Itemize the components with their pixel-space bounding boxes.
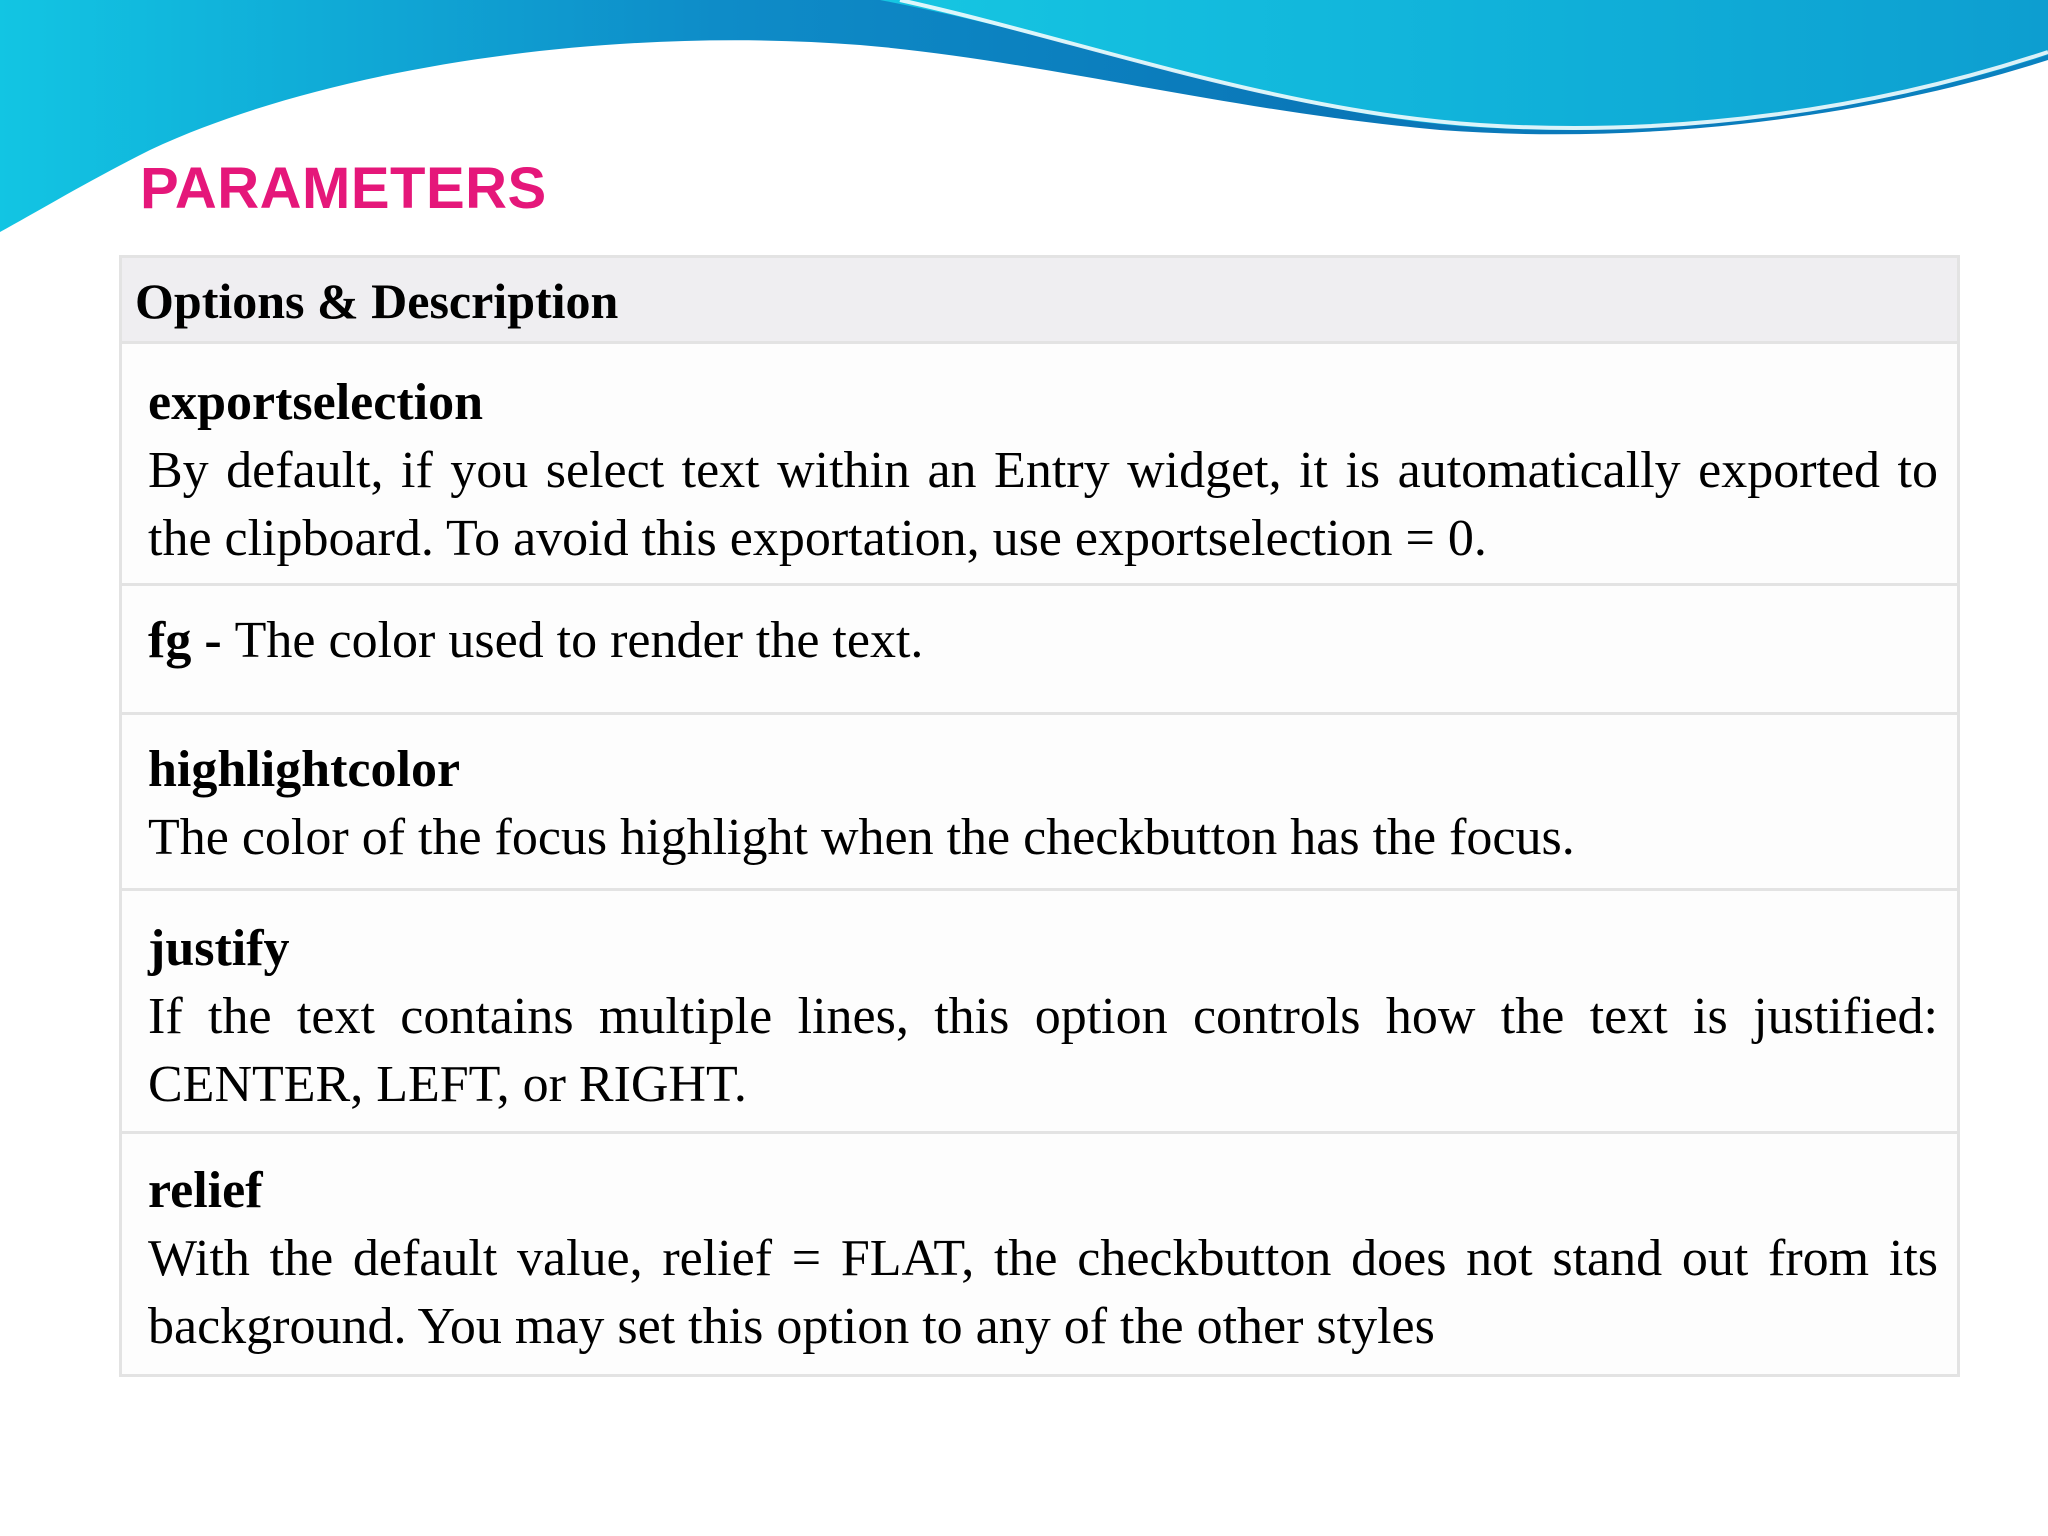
parameters-table xyxy=(119,255,1960,1377)
table-row xyxy=(122,891,1957,1134)
table-row xyxy=(122,715,1957,891)
slide-title: PARAMETERS xyxy=(140,156,547,221)
option-separator: - xyxy=(191,612,235,669)
option-description: The color used to render the text. xyxy=(234,612,924,669)
table-row xyxy=(122,1134,1957,1374)
option-description: By default, if you select text within an Entry widget, it is automatically exported to the clipboard. To avoid this exportation, use exportselection = 0. xyxy=(148,442,1938,567)
table-header: Options & Description xyxy=(122,258,1957,344)
option-name: relief xyxy=(148,1162,263,1219)
option-description: If the text contains multiple lines, this option controls how the text is justified: CENTER, LEFT, or RIGHT. xyxy=(148,988,1938,1113)
table-row xyxy=(122,586,1957,715)
table-row xyxy=(122,344,1957,586)
option-name: fg xyxy=(148,612,192,669)
option-description: With the default value, relief = FLAT, the checkbutton does not stand out from its background. You may set this option to any of the other styles xyxy=(148,1230,1938,1355)
option-name: justify xyxy=(148,920,290,977)
option-description: The color of the focus highlight when the checkbutton has the focus. xyxy=(148,809,1575,866)
option-name: highlightcolor xyxy=(148,741,461,798)
option-name: exportselection xyxy=(148,374,484,431)
